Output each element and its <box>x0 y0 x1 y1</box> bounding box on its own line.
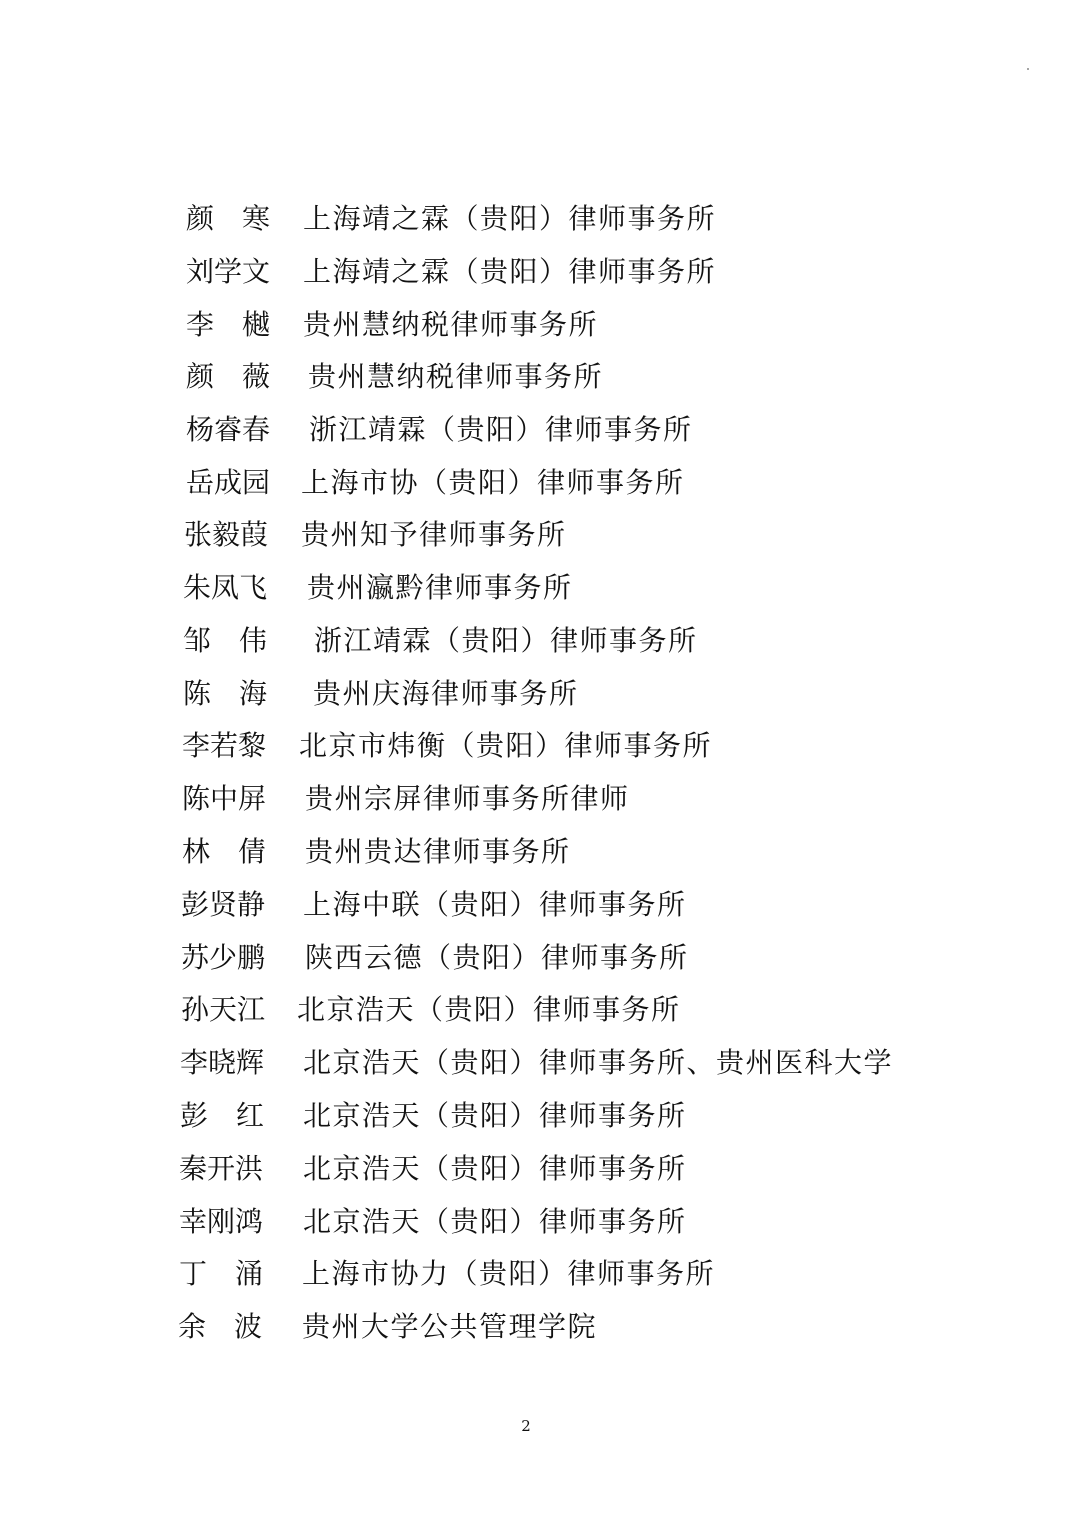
member-name: 杨睿春 <box>186 413 271 446</box>
member-name: 邹 伟 <box>183 624 268 657</box>
member-organization: 贵州瀛黔律师事务所 <box>307 571 573 604</box>
member-name: 张毅葭 <box>184 518 269 551</box>
member-organization: 贵州大学公共管理学院 <box>302 1310 598 1343</box>
member-name: 朱凤飞 <box>183 571 268 604</box>
member-name: 颜 薇 <box>186 360 271 393</box>
member-organization: 浙江靖霖（贵阳）律师事务所 <box>309 413 693 446</box>
member-name: 李若黎 <box>182 729 267 762</box>
member-organization: 上海靖之霖（贵阳）律师事务所 <box>303 255 717 288</box>
member-name: 李晓辉 <box>180 1046 265 1079</box>
member-name: 颜 寒 <box>186 202 271 235</box>
member-organization: 上海市协（贵阳）律师事务所 <box>301 466 685 499</box>
member-name: 彭贤静 <box>181 888 266 921</box>
member-name: 幸刚鸿 <box>179 1205 264 1238</box>
member-name: 余 波 <box>178 1310 263 1343</box>
member-name: 陈中屏 <box>182 782 267 815</box>
member-name: 林 倩 <box>182 835 267 868</box>
member-organization: 贵州宗屏律师事务所律师 <box>305 782 630 815</box>
member-name: 苏少鹏 <box>181 941 266 974</box>
member-organization: 北京浩天（贵阳）律师事务所、贵州医科大学 <box>303 1046 894 1079</box>
member-name: 陈 海 <box>183 677 268 710</box>
page-number: 2 <box>521 1417 531 1435</box>
member-organization: 贵州慧纳税律师事务所 <box>308 360 604 393</box>
member-name: 丁 涌 <box>179 1257 264 1290</box>
member-organization: 浙江靖霖（贵阳）律师事务所 <box>314 624 698 657</box>
member-organization: 北京浩天（贵阳）律师事务所 <box>303 1099 687 1132</box>
member-organization: 贵州慧纳税律师事务所 <box>303 308 599 341</box>
member-organization: 贵州贵达律师事务所 <box>305 835 571 868</box>
member-organization: 上海中联（贵阳）律师事务所 <box>303 888 687 921</box>
member-name: 岳成园 <box>186 466 271 499</box>
member-organization: 北京浩天（贵阳）律师事务所 <box>303 1205 687 1238</box>
member-name: 秦开洪 <box>179 1152 264 1185</box>
member-organization: 北京市炜衡（贵阳）律师事务所 <box>299 729 713 762</box>
member-organization: 北京浩天（贵阳）律师事务所 <box>297 993 681 1026</box>
member-name: 彭 红 <box>180 1099 265 1132</box>
member-organization: 上海市协力（贵阳）律师事务所 <box>302 1257 716 1290</box>
member-name: 孙天江 <box>181 993 266 1026</box>
member-name: 李 樾 <box>186 308 271 341</box>
member-organization: 上海靖之霖（贵阳）律师事务所 <box>303 202 717 235</box>
member-organization: 贵州庆海律师事务所 <box>313 677 579 710</box>
member-name: 刘学文 <box>186 255 271 288</box>
member-organization: 贵州知予律师事务所 <box>301 518 567 551</box>
member-organization: 陕西云德（贵阳）律师事务所 <box>305 941 689 974</box>
member-organization: 北京浩天（贵阳）律师事务所 <box>303 1152 687 1185</box>
